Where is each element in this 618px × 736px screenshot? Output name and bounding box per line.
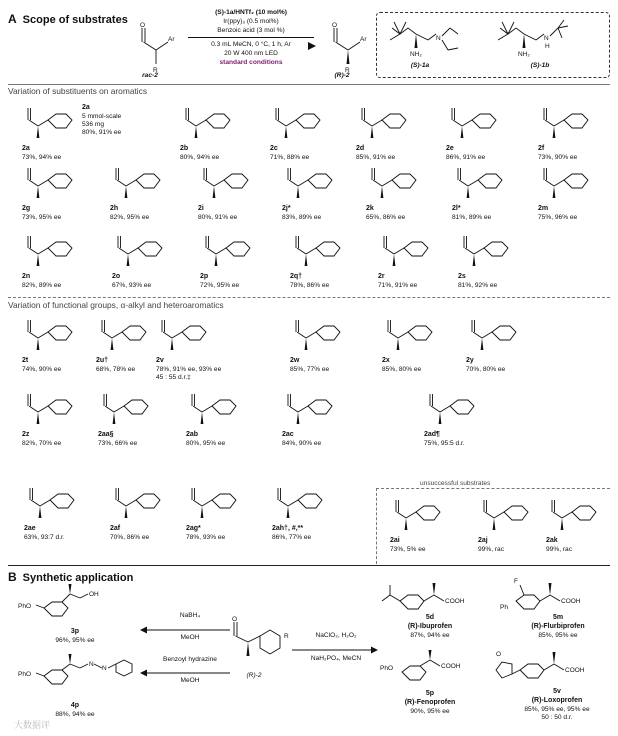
- substrate-yield: 99%, rac: [478, 545, 505, 553]
- atom-label-n: N: [89, 661, 94, 668]
- substrate-yield: 80%, 94% ee: [180, 153, 220, 161]
- section-a-title: [8, 12, 128, 26]
- substrate-label: [390, 537, 446, 554]
- atom-label-ph: Ph: [500, 604, 508, 611]
- substrate-entry: [112, 232, 168, 290]
- substrate-id: 2y: [466, 357, 474, 364]
- substrate-structure: [22, 232, 78, 268]
- substrate-yield: 68%, 78% ee: [96, 365, 136, 373]
- center-label: (R)-2: [246, 672, 262, 679]
- substrate-id: 2aj: [478, 537, 488, 544]
- substrate-label: [270, 145, 326, 162]
- product-5p-id: 5p: [425, 690, 435, 697]
- substrate-structure: [22, 164, 78, 200]
- reaction-arrowhead: [308, 42, 318, 50]
- substrate-label: [198, 205, 254, 222]
- substrate-label: [186, 431, 242, 448]
- substrate-label: [478, 537, 534, 554]
- substrate-yield: 73%, 90% ee: [538, 153, 578, 161]
- substrate-structure: [22, 104, 78, 140]
- substrate-structure: [378, 232, 434, 268]
- substrate-structure: [382, 316, 438, 352]
- substrate-id: 2f: [538, 145, 545, 152]
- substrate-id: 2c: [270, 145, 278, 152]
- substrate-structure: [110, 484, 166, 520]
- substrate-label: [366, 205, 422, 222]
- substrate-id: 2ae: [24, 525, 36, 532]
- substrate-id: 2ab: [186, 431, 199, 438]
- product-5d-yield: 87%, 94% ee: [410, 631, 450, 639]
- substrate-entry: [186, 484, 242, 542]
- center-aldehyde-structure: [226, 612, 298, 674]
- substrate-id: 2b: [180, 145, 189, 152]
- substrate-yield: 75%, 95:5 d.r.: [424, 439, 465, 447]
- substrate-id: 2j*: [282, 205, 291, 212]
- substrate-label: [272, 525, 328, 542]
- substrate-id: 2n: [22, 273, 31, 280]
- substrate-label: [82, 104, 121, 137]
- substrate-entry: [24, 484, 80, 542]
- reactant-label: rac-2: [142, 72, 158, 79]
- substrate-label: [458, 273, 514, 290]
- divider-top: [8, 84, 610, 85]
- product-5m-id: 5m: [552, 614, 564, 621]
- substrate-id: 2a: [82, 104, 90, 111]
- substrate-label: [110, 205, 166, 222]
- substrate-yield: 85%, 91% ee: [356, 153, 396, 161]
- substrate-id: 2s: [458, 273, 466, 280]
- substrate-structure: [290, 316, 346, 352]
- substrate-label: [446, 145, 502, 162]
- product-5m-name: (R)-Flurbiprofen: [531, 622, 585, 630]
- substrate-yield: 82%, 70% ee: [22, 439, 62, 447]
- substrate-structure: [22, 316, 78, 352]
- substrate-structure: [282, 390, 338, 426]
- substrate-structure: [546, 496, 602, 532]
- substrate-structure: [424, 390, 480, 426]
- substrate-label: [424, 431, 480, 448]
- atom-label-r: R: [345, 67, 350, 74]
- substrate-label: [22, 431, 78, 448]
- substrate-yield: 99%, rac: [546, 545, 573, 553]
- substrate-yield: 82%, 95% ee: [110, 213, 150, 221]
- atom-label-n: N: [102, 665, 107, 672]
- substrate-label: [180, 145, 236, 162]
- substrate-label: [538, 205, 594, 222]
- substrate-id: 2i: [198, 205, 204, 212]
- condition-line-4: 0.3 mL MeCN, 0 °C, 1 h, Ar: [211, 41, 291, 49]
- substrate-entry: [110, 484, 166, 542]
- condition-line-6: standard conditions: [219, 59, 283, 67]
- substrate-id: 2t: [22, 357, 29, 364]
- substrate-entry: [546, 496, 602, 554]
- substrate-structure: [198, 164, 254, 200]
- substrate-id: 2g: [22, 205, 31, 212]
- substrate-structure: [24, 484, 80, 520]
- substrate-id: 2w: [290, 357, 300, 364]
- substrate-id: 2af: [110, 525, 121, 532]
- variation-functional-heading: Variation of functional groups, α-alkyl and heteroaromatics: [8, 300, 224, 310]
- substrate-id: 2x: [382, 357, 390, 364]
- substrate-yield: 65%, 86% ee: [366, 213, 406, 221]
- substrate-id: 2ag*: [186, 525, 201, 532]
- substrate-id: 2ah†, #,**: [272, 525, 304, 532]
- substrate-extra: 45 : 55 d.r.‡: [156, 373, 191, 381]
- atom-label-cooh: COOH: [441, 663, 461, 670]
- solvent-meoh-2: MeOH: [180, 677, 200, 684]
- product-5d-name: (R)-Ibuprofen: [407, 622, 453, 630]
- substrate-structure: [390, 496, 446, 532]
- substrate-label: [22, 273, 78, 290]
- product-3p-id: 3p: [70, 628, 80, 635]
- substrate-entry: [22, 232, 78, 290]
- product-4p-yield: 88%, 94% ee: [55, 710, 95, 718]
- substrate-label: [356, 145, 412, 162]
- substrate-yield: 82%, 89% ee: [22, 281, 62, 289]
- substrate-entry: [110, 164, 166, 222]
- substrate-entry: [186, 390, 242, 448]
- condition-line-2: Ir(ppy)₃ (0.5 mol%): [223, 18, 279, 26]
- substrate-entry: [22, 164, 78, 222]
- section-b-letter: B: [8, 570, 17, 584]
- catalyst-1a-structure: [380, 14, 490, 64]
- atom-label-ar: Ar: [168, 36, 175, 43]
- substrate-yield: 73%, 5% ee: [390, 545, 426, 553]
- product-label: (R)-2: [334, 72, 350, 79]
- substrate-label: [378, 273, 434, 290]
- atom-label-o: O: [496, 651, 502, 658]
- substrate-entry: [22, 390, 78, 448]
- substrate-entry: [366, 164, 422, 222]
- atom-label-r: R: [284, 633, 289, 640]
- substrate-label: [156, 357, 221, 382]
- substrate-structure: [356, 104, 412, 140]
- substrate-label: [98, 431, 154, 448]
- watermark: 大数据评: [14, 720, 51, 730]
- substrate-entry: [22, 316, 78, 374]
- substrate-structure: [186, 484, 242, 520]
- substrate-entry: [156, 316, 221, 382]
- substrate-id: 2ai: [390, 537, 400, 544]
- catalyst-1b-structure: [488, 14, 606, 64]
- divider-unsuccessful-vertical: [376, 488, 377, 564]
- atom-label-nh2: NH₂: [410, 51, 422, 58]
- substrate-entry: [538, 164, 594, 222]
- substrate-yield: 84%, 90% ee: [282, 439, 322, 447]
- substrate-label: [452, 205, 508, 222]
- substrate-yield: 73%, 66% ee: [98, 439, 138, 447]
- substrate-yield: 83%, 89% ee: [282, 213, 322, 221]
- substrate-yield: 71%, 88% ee: [270, 153, 310, 161]
- substrate-yield: 80%, 95% ee: [186, 439, 226, 447]
- product-5p-yield: 90%, 95% ee: [410, 707, 450, 715]
- product-3p-structure: [18, 584, 138, 628]
- substrate-entry: [458, 232, 514, 290]
- atom-label-o: O: [332, 22, 338, 29]
- divider-section-b: [8, 565, 610, 566]
- substrate-structure: [186, 390, 242, 426]
- substrate-yield: 63%, 93:7 d.r.: [24, 533, 65, 541]
- substrate-yield: 71%, 91% ee: [378, 281, 418, 289]
- product-5p-name: (R)-Fenoprofen: [404, 698, 456, 706]
- product-3p-label: [40, 628, 110, 645]
- atom-label-nh: N: [544, 35, 549, 42]
- product-5d-structure: [380, 575, 490, 615]
- reactant-structure: [128, 20, 188, 80]
- substrate-entry: [200, 232, 256, 290]
- substrate-id: 2q†: [290, 273, 303, 280]
- substrate-entry: [96, 316, 152, 374]
- atom-label-pho: PhO: [18, 603, 32, 610]
- product-5m-yield: 85%, 95% ee: [538, 631, 578, 639]
- divider-unsuccessful: [376, 488, 610, 489]
- product-5d-id: 5d: [425, 614, 435, 621]
- product-4p-label: [40, 702, 110, 719]
- substrate-structure: [156, 316, 212, 352]
- atom-label-ar: Ar: [360, 36, 367, 43]
- substrate-id: 2o: [112, 273, 121, 280]
- substrate-yield: 81%, 92% ee: [458, 281, 498, 289]
- substrate-label: [112, 273, 168, 290]
- atom-label-n: N: [436, 35, 441, 42]
- substrate-label: [290, 273, 346, 290]
- substrate-label: [22, 205, 78, 222]
- condition-line-3: Benzoic acid (3 mol %): [217, 27, 285, 35]
- substrate-id: 2a: [22, 145, 30, 152]
- section-b-title-text: Synthetic application: [22, 572, 134, 584]
- substrate-label: [96, 357, 152, 374]
- substrate-extra: 536 mg: [82, 120, 104, 128]
- substrate-entry: [22, 104, 78, 162]
- substrate-id: 2u†: [96, 357, 109, 364]
- substrate-id: 2p: [200, 273, 209, 280]
- product-4p-id: 4p: [70, 702, 80, 709]
- substrate-label: [282, 431, 338, 448]
- substrate-id: 2k: [366, 205, 374, 212]
- reaction-arrow: [188, 37, 314, 38]
- substrate-structure: [446, 104, 502, 140]
- substrate-yield: 5 mmol-scale: [82, 112, 122, 120]
- substrate-id: 2d: [356, 145, 365, 152]
- atom-label-pho: PhO: [380, 665, 394, 672]
- substrate-entry: [290, 316, 346, 374]
- solvent-meoh-1: MeOH: [180, 634, 200, 641]
- substrate-entry: [356, 104, 412, 162]
- product-5p-structure: [380, 648, 490, 688]
- atom-label-o: O: [232, 616, 238, 623]
- substrate-entry: [478, 496, 534, 554]
- section-a-title-text: Scope of substrates: [22, 14, 128, 26]
- reagent-nabh4: NaBH₄: [179, 612, 201, 619]
- substrate-entry: [452, 164, 508, 222]
- substrate-structure: [290, 232, 346, 268]
- substrate-yield: 75%, 96% ee: [538, 213, 578, 221]
- substrate-structure: [538, 164, 594, 200]
- substrate-label: [22, 145, 78, 162]
- product-5v-id: 5v: [553, 688, 561, 695]
- substrate-label: [290, 357, 346, 374]
- substrate-entry: [98, 390, 154, 448]
- variation-aromatics-heading: Variation of substituents on aromatics: [8, 86, 148, 96]
- substrate-structure: [200, 232, 256, 268]
- substrate-entry: [282, 164, 338, 222]
- atom-label-o: O: [140, 22, 146, 29]
- substrate-label: [382, 357, 438, 374]
- substrate-id: 2aa§: [98, 431, 114, 438]
- substrate-structure: [366, 164, 422, 200]
- substrate-yield: 81%, 89% ee: [452, 213, 492, 221]
- product-5m-structure: [498, 575, 608, 615]
- substrate-structure: [466, 316, 522, 352]
- section-a-letter: A: [8, 12, 17, 26]
- substrate-id: 2ac: [282, 431, 294, 438]
- atom-label-oh: OH: [89, 591, 99, 598]
- substrate-structure: [452, 164, 508, 200]
- substrate-entry: [290, 232, 346, 290]
- catalyst-1b-label: (S)-1b: [530, 62, 550, 69]
- product-3p-yield: 96%, 95% ee: [55, 636, 95, 644]
- substrate-structure: [180, 104, 236, 140]
- substrate-yield: 73%, 95% ee: [22, 213, 62, 221]
- substrate-entry: [270, 104, 326, 162]
- substrate-yield: 78%, 91% ee, 93% ee: [156, 365, 222, 373]
- substrate-structure: [458, 232, 514, 268]
- substrate-id: 2m: [538, 205, 549, 212]
- substrate-structure: [282, 164, 338, 200]
- substrate-label: [282, 205, 338, 222]
- substrate-yield: 78%, 93% ee: [186, 533, 226, 541]
- substrate-entry: [390, 496, 446, 554]
- substrate-entry: [198, 164, 254, 222]
- substrate-id: 2h: [110, 205, 119, 212]
- atom-label-r: R: [153, 67, 158, 74]
- product-5v-yield: 85%, 95% ee, 95% ee: [524, 705, 590, 713]
- product-5v-dr: 50 : 50 d.r.: [541, 713, 573, 721]
- product-5p-label: [390, 690, 470, 716]
- substrate-yield: 73%, 94% ee: [22, 153, 62, 161]
- substrate-structure: [270, 104, 326, 140]
- substrate-structure: [22, 390, 78, 426]
- substrate-yield: 85%, 80% ee: [382, 365, 422, 373]
- substrate-extra: 80%, 91% ee: [82, 129, 122, 137]
- substrate-label: [546, 537, 602, 554]
- conditions-block: [186, 8, 316, 68]
- reagent-hydrazine: Benzoyl hydrazine: [163, 656, 217, 663]
- substrate-entry: [382, 316, 438, 374]
- product-5v-name: (R)-Loxoprofen: [531, 696, 583, 704]
- substrate-entry: [466, 316, 522, 374]
- substrate-entry: [180, 104, 236, 162]
- substrate-id: 2z: [22, 431, 30, 438]
- substrate-entry: [272, 484, 328, 542]
- substrate-yield: 74%, 90% ee: [22, 365, 62, 373]
- condition-line-5: 20 W 400 nm LED: [224, 50, 278, 58]
- atom-label-cooh: COOH: [561, 598, 581, 605]
- reagent-oxidant-1: NaClO₂, H₂O₂: [315, 632, 357, 639]
- product-5m-label: [518, 614, 598, 640]
- substrate-entry: [446, 104, 502, 162]
- substrate-yield: 80%, 91% ee: [198, 213, 238, 221]
- substrate-yield: 67%, 93% ee: [112, 281, 152, 289]
- atom-label-cooh: COOH: [445, 598, 465, 605]
- substrate-yield: 78%, 86% ee: [290, 281, 330, 289]
- substrate-yield: 70%, 80% ee: [466, 365, 506, 373]
- product-5d-label: [390, 614, 470, 640]
- substrate-structure: [538, 104, 594, 140]
- substrate-entry: [378, 232, 434, 290]
- substrate-structure: [96, 316, 152, 352]
- substrate-yield: 85%, 77% ee: [290, 365, 330, 373]
- substrate-structure: [112, 232, 168, 268]
- substrate-id: 2l*: [452, 205, 461, 212]
- atom-label-h: H: [545, 43, 550, 50]
- product-structure: [320, 20, 380, 80]
- substrate-id: 2e: [446, 145, 454, 152]
- substrate-structure: [272, 484, 328, 520]
- atom-label-f: F: [514, 578, 518, 585]
- arrow-oxidation: [292, 645, 378, 655]
- substrate-label: [110, 525, 166, 542]
- substrate-id: 2v: [156, 357, 164, 364]
- substrate-label: [22, 357, 78, 374]
- product-4p-structure: [18, 656, 158, 696]
- atom-label-pho: PhO: [18, 671, 32, 678]
- unsuccessful-heading: unsuccessful substrates: [420, 480, 491, 487]
- substrate-label: [200, 273, 256, 290]
- catalyst-1a-label: (S)-1a: [410, 62, 430, 69]
- substrate-id: 2r: [378, 273, 385, 280]
- substrate-structure: [478, 496, 534, 532]
- substrate-label: [24, 525, 80, 542]
- substrate-yield: 70%, 86% ee: [110, 533, 150, 541]
- atom-label-nh2: NH₂: [518, 51, 530, 58]
- substrate-entry: [538, 104, 594, 162]
- divider-functional: [8, 297, 610, 298]
- substrate-label: [186, 525, 242, 542]
- substrate-label: [466, 357, 522, 374]
- substrate-entry: [282, 390, 338, 448]
- substrate-id: 2ad¶: [424, 431, 440, 438]
- substrate-structure: [110, 164, 166, 200]
- substrate-yield: 72%, 95% ee: [200, 281, 240, 289]
- substrate-yield: 86%, 77% ee: [272, 533, 312, 541]
- substrate-yield: 86%, 91% ee: [446, 153, 486, 161]
- atom-label-cooh: COOH: [565, 667, 585, 674]
- reagent-oxidant-2: NaH₂PO₄, MeCN: [310, 655, 362, 662]
- condition-line-1: (S)-1a/HNTf₂ (10 mol%): [215, 9, 287, 16]
- product-5v-label: [512, 688, 602, 722]
- substrate-id: 2ak: [546, 537, 558, 544]
- substrate-entry: [424, 390, 480, 448]
- substrate-structure: [98, 390, 154, 426]
- substrate-entry: [82, 104, 121, 137]
- section-b-title: [8, 570, 133, 584]
- substrate-label: [538, 145, 594, 162]
- product-5v-structure: [492, 648, 608, 688]
